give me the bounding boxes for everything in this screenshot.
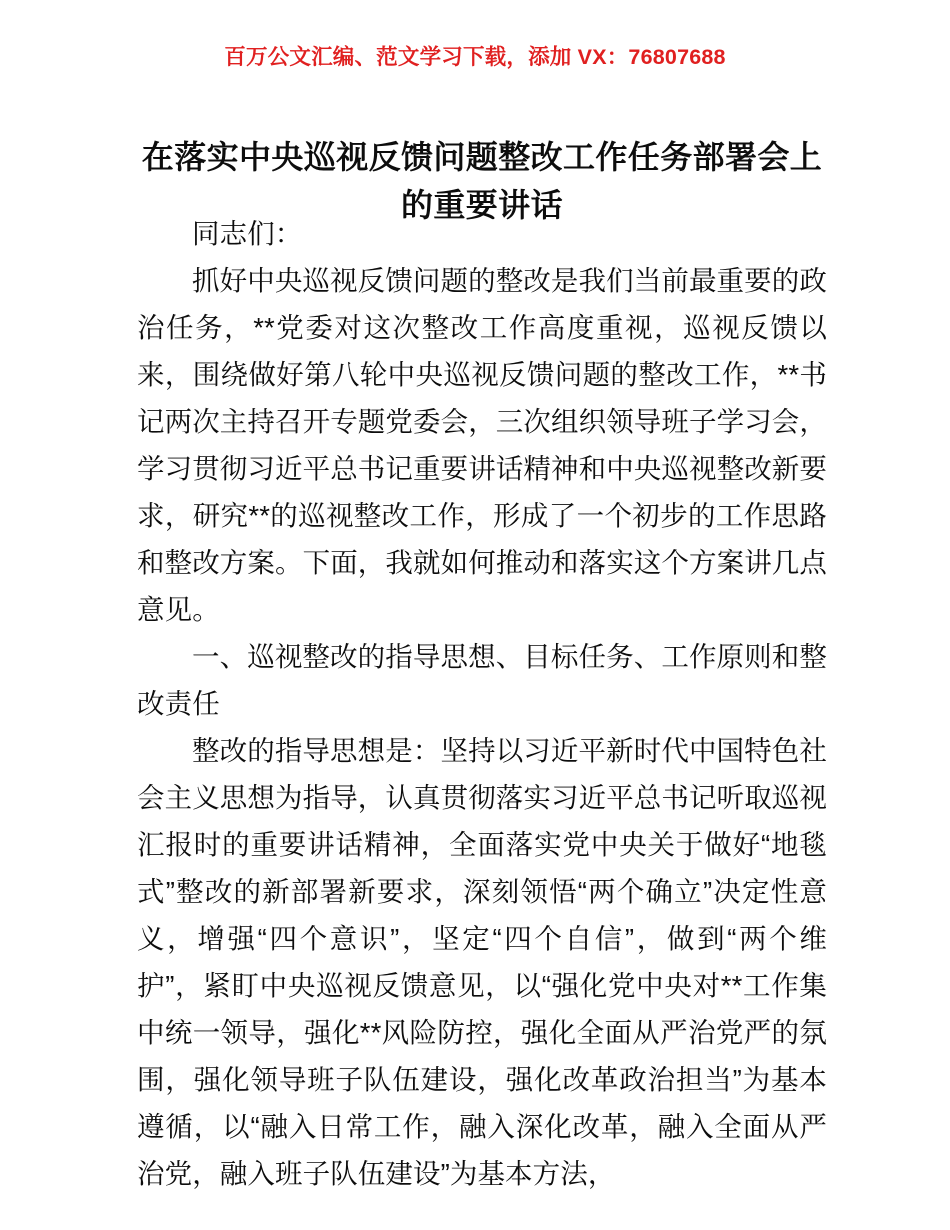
document-body bbox=[137, 210, 827, 1197]
paragraph-salutation: 同志们： bbox=[192, 218, 303, 249]
paragraph-intro: 抓好中央巡视反馈问题的整改是我们当前最重要的政治任务，**党委对这次整改工作高度重视，巡视反馈以来，围绕做好第八轮中央巡视反馈问题的整改工作，**书记两次主持召开专题党委会，三次组织领导班子学习会，学习贯彻习近平总书记重要讲话精神和中央巡视整改新要求，研究**的巡视整改工作，形成了一个初步的工作思路和整改方案。下面，我就如何推动和落实这个方案讲几点意见。 bbox=[137, 265, 827, 625]
paragraph-section-one-body: 整改的指导思想是：坚持以习近平新时代中国特色社会主义思想为指导，认真贯彻落实习近平总书记听取巡视汇报时的重要讲话精神，全面落实党中央关于做好“地毯式”整改的新部署新要求，深刻领悟“两个确立”决定性意义，增强“四个意识”，坚定“四个自信”，做到“两个维护”，紧盯中央巡视反馈意见，以“强化党中央对**工作集中统一领导，强化**风险防控，强化全面从严治党严的氛围，强化领导班子队伍建设，强化改革政治担当”为基本遵循，以“融入日常工作，融入深化改革，融入全面从严治党，融入班子队伍建设”为基本方法， bbox=[137, 735, 827, 1189]
document-title: 在落实中央巡视反馈问题整改工作任务部署会上的重要讲话 bbox=[141, 139, 823, 224]
section-heading-one: 一、巡视整改的指导思想、目标任务、工作原则和整改责任 bbox=[137, 641, 827, 719]
promo-header-text: 百万公文汇编、范文学习下载，添加 VX：76807688 bbox=[224, 45, 726, 69]
